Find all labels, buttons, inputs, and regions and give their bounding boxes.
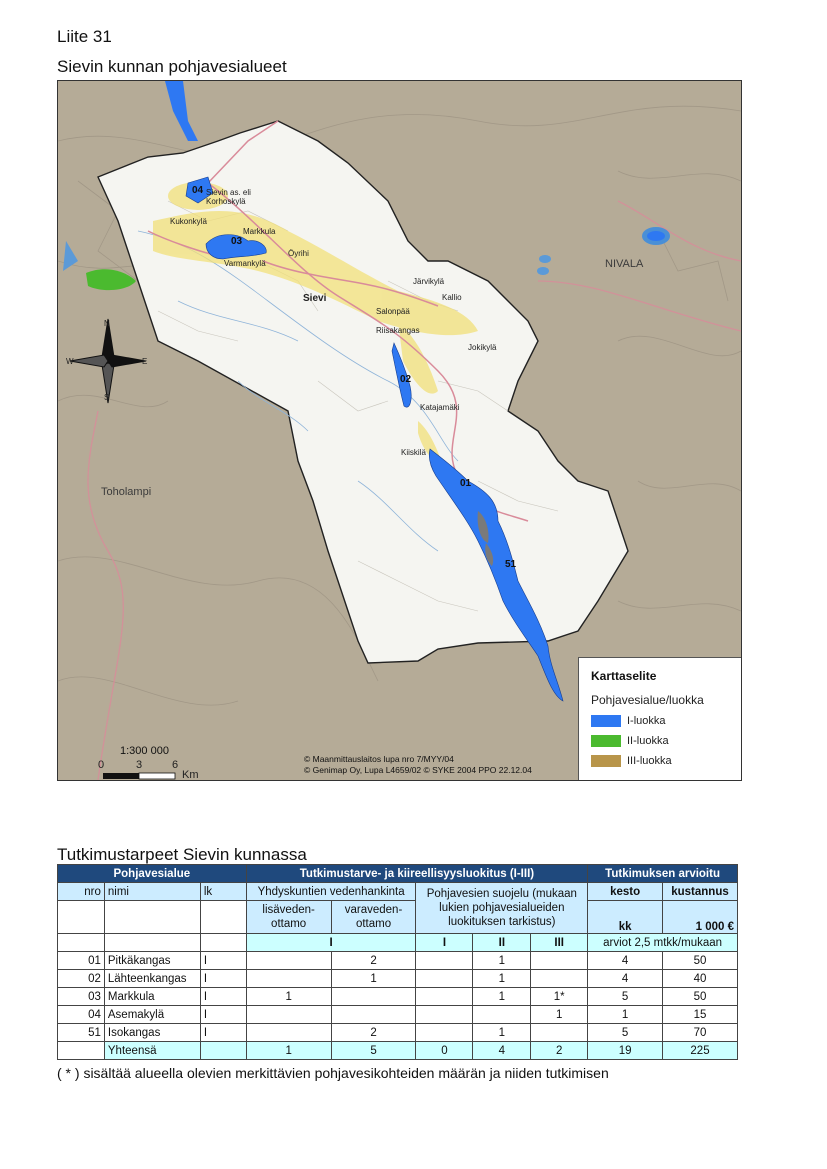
header-lisavedenottamo: lisäveden-ottamo: [246, 901, 331, 934]
header-kk: kk: [588, 901, 663, 934]
area-label-04: 04: [192, 185, 204, 196]
scale-tick-3: 3: [136, 759, 143, 771]
cell-nro: 03: [58, 988, 105, 1006]
place-varmankyla: Varmankylä: [224, 259, 266, 268]
cell-nro: 01: [58, 952, 105, 970]
total-label: Yhteensä: [104, 1042, 200, 1060]
cell-s2: 1: [473, 970, 531, 988]
cell-kust: 70: [663, 1024, 738, 1042]
header-arvioitu: Tutkimuksen arvioitu: [588, 865, 738, 883]
place-oyrihi: Öyrihi: [288, 249, 309, 258]
empty-cell: [200, 934, 246, 952]
cell-nimi: Asemakylä: [104, 1006, 200, 1024]
empty-cell: [58, 1042, 105, 1060]
table-row: [58, 1024, 738, 1042]
scale-tick-0: 0: [98, 759, 105, 771]
empty-cell: [200, 901, 246, 934]
header-kesto: kesto: [588, 883, 663, 901]
total-s2: 4: [473, 1042, 531, 1060]
area-label-51: 51: [505, 559, 517, 570]
survey-table: [57, 864, 738, 1060]
table-header-row-4: [58, 934, 738, 952]
cell-lisa: [246, 1006, 331, 1024]
area-label-02: 02: [400, 374, 412, 385]
cell-kesto: 5: [588, 988, 663, 1006]
header-lk: lk: [200, 883, 246, 901]
header-arviot: arviot 2,5 mtkk/mukaan: [588, 934, 738, 952]
cell-kust: 50: [663, 952, 738, 970]
legend-subtitle: Pohjavesialue/luokka: [591, 693, 704, 707]
empty-cell: [58, 901, 105, 934]
cell-lk: I: [200, 970, 246, 988]
table-row: [58, 988, 738, 1006]
place-kallio: Kallio: [442, 293, 462, 302]
header-class-i-vedenhankinta: I: [246, 934, 416, 952]
legend-item-class-ii: [591, 735, 669, 747]
cell-s2: 1: [473, 1024, 531, 1042]
empty-cell: [104, 901, 200, 934]
cell-lk: I: [200, 1006, 246, 1024]
legend-label: III-luokka: [627, 755, 672, 767]
total-s3: 2: [531, 1042, 588, 1060]
cell-nro: 02: [58, 970, 105, 988]
legend-swatch-green: [591, 735, 621, 747]
cell-lisa: 1: [246, 988, 331, 1006]
total-kust: 225: [663, 1042, 738, 1060]
header-nimi: nimi: [104, 883, 200, 901]
cell-s2: [473, 1006, 531, 1024]
cell-kust: 15: [663, 1006, 738, 1024]
cell-kesto: 4: [588, 970, 663, 988]
place-nivala: NIVALA: [605, 258, 644, 270]
compass-s: S: [104, 393, 110, 402]
cell-s1: [416, 1006, 473, 1024]
cell-nro: 04: [58, 1006, 105, 1024]
table-body: [58, 952, 738, 1042]
place-katajamaki: Katajamäki: [420, 403, 460, 412]
cell-s1: [416, 988, 473, 1006]
credit-line-1: © Maanmittauslaitos lupa nro 7/MYY/04: [304, 754, 454, 764]
cell-kesto: 4: [588, 952, 663, 970]
legend-item-class-iii: [591, 755, 672, 767]
groundwater-map: [57, 80, 742, 781]
scale-ratio: 1:300 000: [120, 745, 169, 757]
cell-vara: 2: [331, 952, 416, 970]
cell-s2: 1: [473, 952, 531, 970]
place-jarvikyla: Järvikylä: [413, 277, 445, 286]
cell-lisa: [246, 952, 331, 970]
header-nro: nro: [58, 883, 105, 901]
place-markkula: Markkula: [243, 227, 276, 236]
compass-n: N: [104, 319, 110, 328]
cell-s1: [416, 970, 473, 988]
map-credits: [304, 754, 532, 776]
cell-kust: 40: [663, 970, 738, 988]
cell-s3: [531, 1024, 588, 1042]
header-varavedenottamo: varaveden-ottamo: [331, 901, 416, 934]
cell-nimi: Markkula: [104, 988, 200, 1006]
cell-s3: 1: [531, 1006, 588, 1024]
credit-line-2: © Genimap Oy, Lupa L4659/02 © SYKE 2004 PPO 22.12.04: [304, 765, 532, 775]
total-kesto: 19: [588, 1042, 663, 1060]
total-lisa: 1: [246, 1042, 331, 1060]
cell-nimi: Isokangas: [104, 1024, 200, 1042]
header-class-ii: II: [473, 934, 531, 952]
area-label-01: 01: [460, 478, 472, 489]
cell-vara: [331, 1006, 416, 1024]
legend-swatch-blue: [591, 715, 621, 727]
cell-kesto: 5: [588, 1024, 663, 1042]
cell-lk: I: [200, 952, 246, 970]
legend-label: II-luokka: [627, 735, 669, 747]
cell-s1: [416, 1024, 473, 1042]
place-kukonkyla: Kukonkylä: [170, 217, 207, 226]
compass-e: E: [142, 357, 148, 366]
scale-tick-6: 6: [172, 759, 179, 771]
compass-w: W: [66, 357, 74, 366]
table-header-row-1: [58, 865, 738, 883]
table-row: [58, 952, 738, 970]
area-label-03: 03: [231, 236, 243, 247]
cell-vara: [331, 988, 416, 1006]
place-sievi-as: Sievin as. eli: [206, 188, 251, 197]
cell-lk: I: [200, 988, 246, 1006]
place-kiiskila: Kiiskilä: [401, 448, 426, 457]
header-class-i: I: [416, 934, 473, 952]
cell-vara: 2: [331, 1024, 416, 1042]
cell-lisa: [246, 970, 331, 988]
cell-s3: [531, 970, 588, 988]
header-yhdyskuntien: Yhdyskuntien vedenhankinta: [246, 883, 416, 901]
cell-s1: [416, 952, 473, 970]
empty-cell: [200, 1042, 246, 1060]
cell-lisa: [246, 1024, 331, 1042]
table-row: [58, 970, 738, 988]
place-korhoskyla: Korhoskylä: [206, 197, 246, 206]
place-toholampi: Toholampi: [101, 486, 152, 498]
map-title: Sievin kunnan pohjavesialueet: [57, 57, 287, 76]
table-total-row: [58, 1042, 738, 1060]
cell-s3: 1*: [531, 988, 588, 1006]
total-s1: 0: [416, 1042, 473, 1060]
place-salonpaa: Salonpää: [376, 307, 410, 316]
cell-s2: 1: [473, 988, 531, 1006]
cell-nimi: Pitkäkangas: [104, 952, 200, 970]
place-riisakangas: Riisakangas: [376, 326, 420, 335]
table-header-row-2: [58, 883, 738, 901]
header-pohjavesialue: Pohjavesialue: [58, 865, 247, 883]
table-row: [58, 1006, 738, 1024]
scale-unit: Km: [182, 769, 199, 781]
cell-lk: I: [200, 1024, 246, 1042]
empty-cell: [104, 934, 200, 952]
header-kustannus: kustannus: [663, 883, 738, 901]
legend-swatch-brown: [591, 755, 621, 767]
place-sievi: Sievi: [303, 293, 327, 304]
legend-title: Karttaselite: [591, 669, 657, 683]
cell-kust: 50: [663, 988, 738, 1006]
table-title: Tutkimustarpeet Sievin kunnassa: [57, 845, 307, 864]
header-class-iii: III: [531, 934, 588, 952]
cell-nro: 51: [58, 1024, 105, 1042]
cell-vara: 1: [331, 970, 416, 988]
empty-cell: [58, 934, 105, 952]
cell-kesto: 1: [588, 1006, 663, 1024]
legend-item-class-i: [591, 715, 666, 727]
table-header-row-3: [58, 901, 738, 934]
total-vara: 5: [331, 1042, 416, 1060]
appendix-label: Liite 31: [57, 27, 112, 46]
footnote: ( * ) sisältää alueella olevien merkittävien pohjavesikohteiden määrän ja niiden tutkimisen: [57, 1065, 609, 1081]
header-tutkimustarve: Tutkimustarve- ja kiireellisyysluokitus (I-III): [246, 865, 587, 883]
header-1000-eur: 1 000 €: [663, 901, 738, 934]
place-jokikyla: Jokikylä: [468, 343, 497, 352]
cell-s3: [531, 952, 588, 970]
cell-nimi: Lähteenkangas: [104, 970, 200, 988]
map-legend: [578, 657, 742, 781]
legend-label: I-luokka: [627, 715, 666, 727]
header-suojelu: Pohjavesien suojelu (mukaan lukien pohjavesialueiden luokituksen tarkistus): [416, 883, 588, 934]
